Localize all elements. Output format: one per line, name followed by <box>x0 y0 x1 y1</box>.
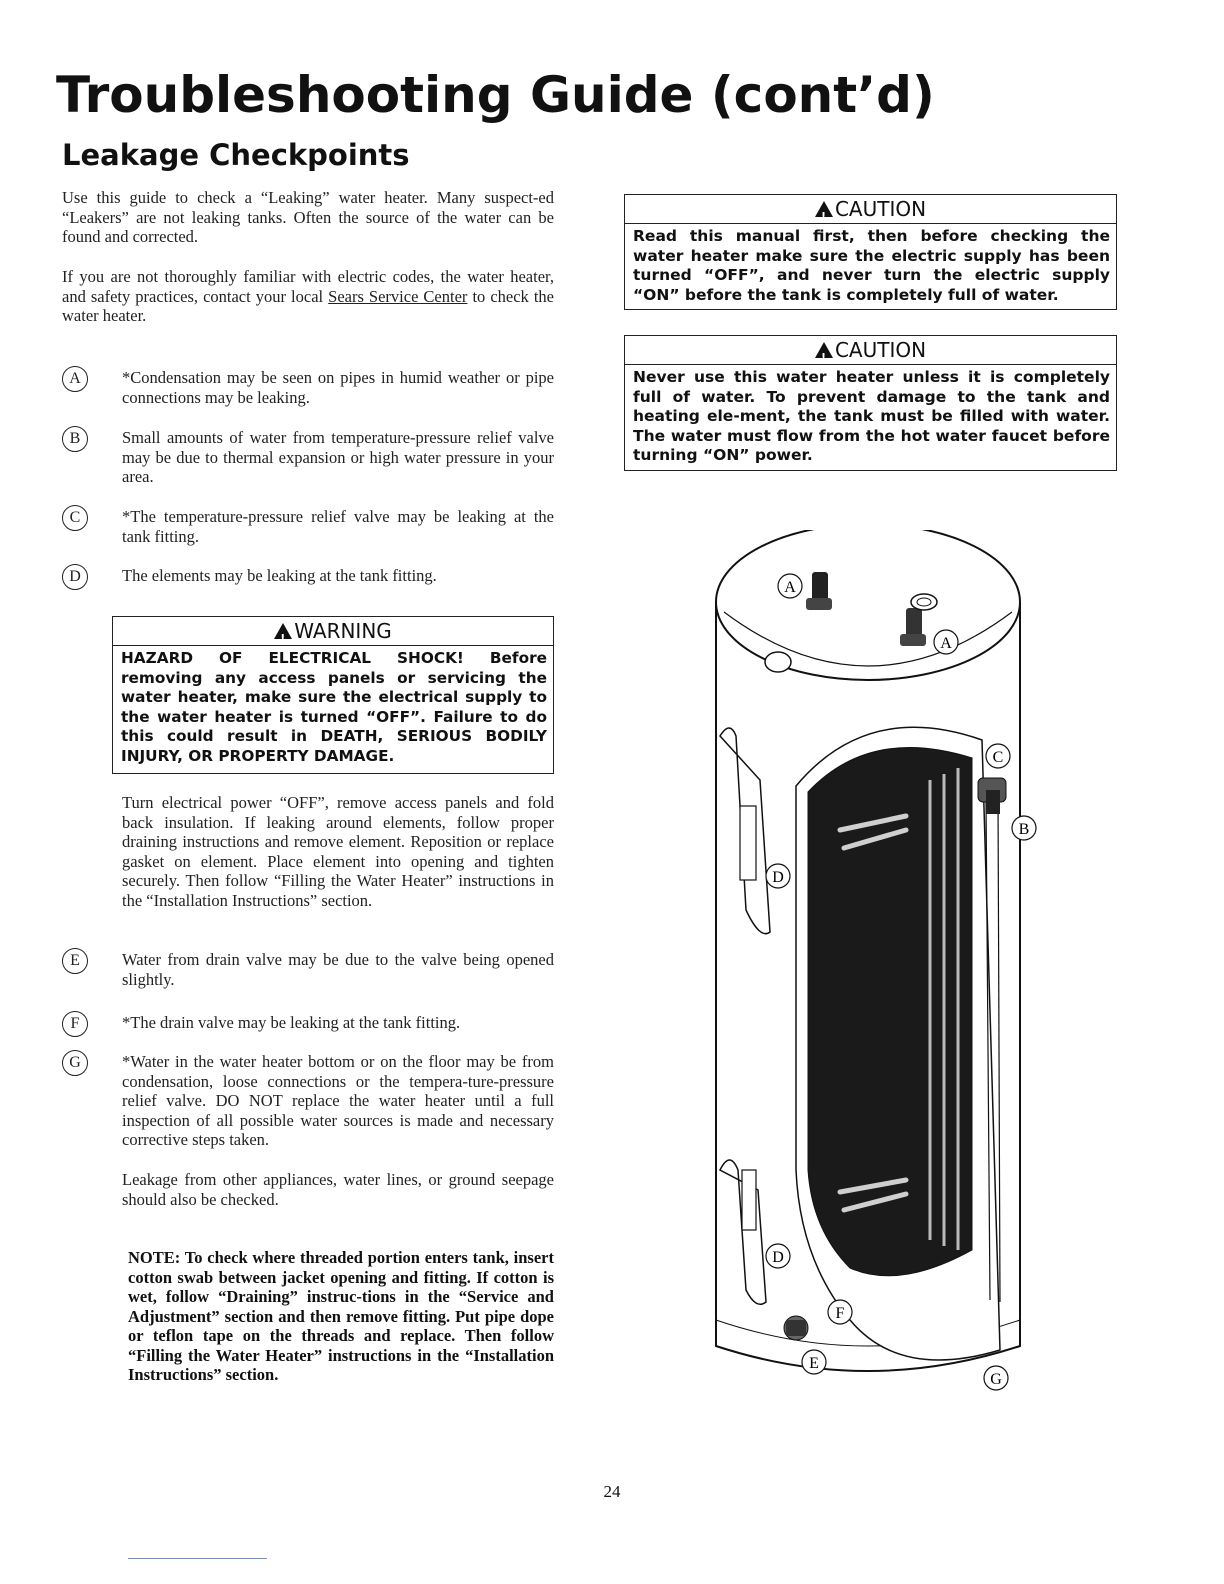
warning-box <box>112 616 554 774</box>
checkpoint-marker: D <box>62 564 88 590</box>
service-text-after: to check the water heater. <box>62 286 554 325</box>
checkpoint-marker: F <box>62 1011 88 1037</box>
svg-text:D: D <box>772 1249 784 1266</box>
element-repair-paragraph: Turn electrical power “OFF”, remove access panels and fold back insulation. If leaking around elements, follow proper draining instructions and remove element. Reposition or replace gasket on element. Place element into opening and tighten securely. Then follow “Filling the Water Heater” instructions in the “Installation Instructions” section. <box>122 793 554 910</box>
section-title: Leakage Checkpoints <box>62 138 410 172</box>
svg-text:D: D <box>772 869 784 886</box>
checkpoint-marker: C <box>62 505 88 531</box>
checkpoint-marker: A <box>62 366 88 392</box>
diagram-label-a-left <box>778 574 802 598</box>
diagram-label-f <box>828 1300 852 1324</box>
warning-heading-text: WARNING <box>294 619 392 643</box>
warning-icon <box>274 623 292 639</box>
caution-box-1 <box>624 194 1117 310</box>
diagram-label-d-top <box>766 864 790 888</box>
diagram-label-d-bottom <box>766 1244 790 1268</box>
page-title: Troubleshooting Guide (cont’d) <box>56 66 935 124</box>
caution-heading <box>625 195 1116 224</box>
svg-text:A: A <box>940 635 952 652</box>
svg-text:A: A <box>784 579 796 596</box>
intro-paragraph: Use this guide to check a “Leaking” water heater. Many suspect-ed “Leakers” are not leaking tanks. Often the source of the water can be found and corrected. <box>62 188 554 246</box>
caution-heading-text: CAUTION <box>834 197 927 221</box>
caution-icon <box>815 201 833 217</box>
checkpoint-text: *The temperature-pressure relief valve may be leaking at the tank fitting. <box>122 507 554 546</box>
sears-service-center-link[interactable]: Sears Service Center <box>328 286 468 306</box>
svg-text:F: F <box>835 1305 845 1322</box>
caution-box-2 <box>624 335 1117 471</box>
note-paragraph: NOTE: To check where threaded portion enters tank, insert cotton swab between jacket opening and fitting. If cotton is wet, follow “Draining” instruc-tions in the “Service and Adjustment” section and then remove fitting. Put pipe dope or teflon tape on the threads and replace. Then follow “Filling the Water Heater” instructions in the “Installation Instructions” section. <box>128 1248 554 1384</box>
checkpoint-text: The elements may be leaking at the tank fitting. <box>122 566 437 585</box>
checkpoint-text: *Water in the water heater bottom or on the floor may be from condensation, loose connections or the tempera-ture-pressure relief valve. DO NOT replace the water heater until a full inspection of all possible water sources is made and necessary corrective steps taken. <box>122 1052 554 1149</box>
diagram-label-c <box>986 744 1010 768</box>
checkpoint-text: *Condensation may be seen on pipes in humid weather or pipe connections may be leaking. <box>122 368 554 407</box>
caution-text: Read this manual first, then before checking the water heater make sure the electric supply has been turned “OFF”, and never turn the electric supply “ON” before the tank is completely full of water. <box>633 227 1110 304</box>
caution-icon <box>815 342 833 358</box>
checkpoint-marker: E <box>62 948 88 974</box>
svg-text:C: C <box>992 749 1004 766</box>
diagram-label-b <box>1012 816 1036 840</box>
service-paragraph <box>62 267 554 326</box>
warning-heading <box>113 617 553 646</box>
svg-text:E: E <box>809 1355 819 1372</box>
checkpoint-text: Small amounts of water from temperature-pressure relief valve may be due to thermal expansion or high water pressure in your area. <box>122 428 554 486</box>
checkpoint-text: Water from drain valve may be due to the valve being opened slightly. <box>122 950 554 989</box>
svg-text:G: G <box>990 1371 1002 1388</box>
service-text-before: If you are not thoroughly familiar with electric codes, the water heater, and safety practices, contact your local <box>62 267 554 306</box>
caution-heading <box>625 336 1116 365</box>
caution-heading-text: CAUTION <box>834 338 927 362</box>
water-heater-diagram <box>700 530 1040 1400</box>
footer-rule <box>128 1558 267 1559</box>
page-number: 24 <box>603 1482 621 1501</box>
diagram-label-g <box>984 1366 1008 1390</box>
svg-text:B: B <box>1018 821 1030 838</box>
diagram-label-e <box>802 1350 826 1374</box>
warning-text: HAZARD OF ELECTRICAL SHOCK! Before removing any access panels or servicing the water heater, make sure the electrical supply to the water heater is turned “OFF”. Failure to do this could result in DEATH, SERIOUS BODILY INJURY, OR PROPERTY DAMAGE. <box>121 649 547 765</box>
checkpoint-marker: G <box>62 1050 88 1076</box>
caution-text: Never use this water heater unless it is completely full of water. To prevent damage to the tank and heating ele-ment, the tank must be filled with water. The water must flow from the hot water faucet before turning “ON” power. <box>633 368 1110 464</box>
diagram-label-a-right <box>934 630 958 654</box>
checkpoint-marker: B <box>62 426 88 452</box>
other-sources-paragraph: Leakage from other appliances, water lines, or ground seepage should also be checked. <box>122 1170 554 1209</box>
checkpoint-text: *The drain valve may be leaking at the tank fitting. <box>122 1013 461 1032</box>
